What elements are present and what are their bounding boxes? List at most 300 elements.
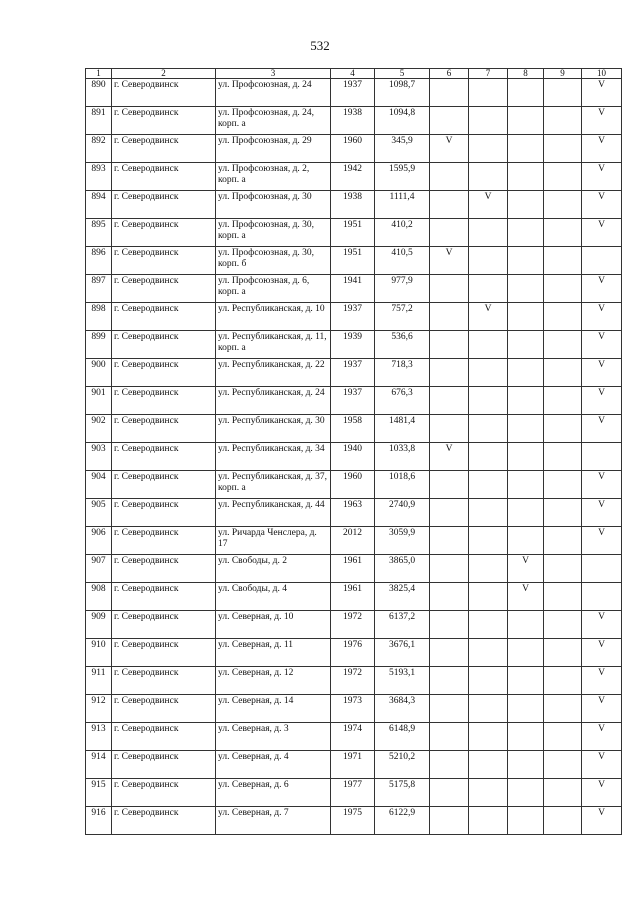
area-cell: 757,2 — [375, 303, 430, 331]
header-row — [86, 69, 622, 79]
mark-cell-8 — [508, 303, 544, 331]
table-row — [86, 751, 622, 779]
year-cell: 1937 — [331, 303, 375, 331]
mark-cell-10: V — [582, 415, 622, 443]
city-cell: г. Северодвинск — [112, 639, 216, 667]
mark-cell-9 — [544, 611, 582, 639]
area-cell: 5175,8 — [375, 779, 430, 807]
row-number: 898 — [86, 303, 112, 331]
address-cell: ул. Северная, д. 11 — [216, 639, 331, 667]
header-cell-1: 1 — [86, 69, 112, 79]
row-number: 903 — [86, 443, 112, 471]
mark-cell-8 — [508, 723, 544, 751]
table-row — [86, 667, 622, 695]
mark-cell-7 — [469, 499, 508, 527]
area-cell: 3676,1 — [375, 639, 430, 667]
year-cell: 1942 — [331, 163, 375, 191]
address-cell: ул. Северная, д. 14 — [216, 695, 331, 723]
mark-cell-7 — [469, 639, 508, 667]
city-cell: г. Северодвинск — [112, 247, 216, 275]
mark-cell-6 — [430, 667, 469, 695]
mark-cell-7 — [469, 219, 508, 247]
city-cell: г. Северодвинск — [112, 667, 216, 695]
city-cell: г. Северодвинск — [112, 107, 216, 135]
table-row — [86, 779, 622, 807]
mark-cell-8 — [508, 751, 544, 779]
year-cell: 1972 — [331, 611, 375, 639]
table-row — [86, 723, 622, 751]
city-cell: г. Северодвинск — [112, 471, 216, 499]
mark-cell-7 — [469, 779, 508, 807]
address-cell: ул. Северная, д. 10 — [216, 611, 331, 639]
mark-cell-10 — [582, 247, 622, 275]
row-number: 907 — [86, 555, 112, 583]
year-cell: 1937 — [331, 387, 375, 415]
area-cell: 6137,2 — [375, 611, 430, 639]
address-cell: ул. Северная, д. 3 — [216, 723, 331, 751]
row-number: 890 — [86, 79, 112, 107]
address-cell: ул. Северная, д. 7 — [216, 807, 331, 835]
mark-cell-10: V — [582, 611, 622, 639]
header-cell-8: 8 — [508, 69, 544, 79]
table-row — [86, 163, 622, 191]
mark-cell-10: V — [582, 639, 622, 667]
year-cell: 1938 — [331, 107, 375, 135]
area-cell: 3825,4 — [375, 583, 430, 611]
mark-cell-10: V — [582, 303, 622, 331]
year-cell: 1976 — [331, 639, 375, 667]
area-cell: 5193,1 — [375, 667, 430, 695]
area-cell: 6148,9 — [375, 723, 430, 751]
area-cell: 718,3 — [375, 359, 430, 387]
area-cell: 1033,8 — [375, 443, 430, 471]
mark-cell-6 — [430, 415, 469, 443]
mark-cell-9 — [544, 387, 582, 415]
mark-cell-7 — [469, 163, 508, 191]
mark-cell-6 — [430, 779, 469, 807]
area-cell: 1094,8 — [375, 107, 430, 135]
mark-cell-9 — [544, 639, 582, 667]
mark-cell-6 — [430, 499, 469, 527]
mark-cell-8 — [508, 667, 544, 695]
area-cell: 2740,9 — [375, 499, 430, 527]
mark-cell-10: V — [582, 359, 622, 387]
address-cell: ул. Республиканская, д. 11, корп. а — [216, 331, 331, 359]
mark-cell-6: V — [430, 443, 469, 471]
table-row — [86, 807, 622, 835]
mark-cell-7: V — [469, 191, 508, 219]
mark-cell-7 — [469, 387, 508, 415]
address-cell: ул. Северная, д. 12 — [216, 667, 331, 695]
mark-cell-6 — [430, 639, 469, 667]
table-row — [86, 387, 622, 415]
mark-cell-9 — [544, 807, 582, 835]
mark-cell-10: V — [582, 275, 622, 303]
city-cell: г. Северодвинск — [112, 359, 216, 387]
city-cell: г. Северодвинск — [112, 303, 216, 331]
mark-cell-6 — [430, 751, 469, 779]
address-cell: ул. Республиканская, д. 34 — [216, 443, 331, 471]
header-cell-6: 6 — [430, 69, 469, 79]
mark-cell-6 — [430, 303, 469, 331]
mark-cell-7 — [469, 359, 508, 387]
header-cell-10: 10 — [582, 69, 622, 79]
row-number: 902 — [86, 415, 112, 443]
mark-cell-6 — [430, 163, 469, 191]
address-cell: ул. Профсоюзная, д. 30, корп. б — [216, 247, 331, 275]
area-cell: 6122,9 — [375, 807, 430, 835]
mark-cell-9 — [544, 471, 582, 499]
table-row — [86, 583, 622, 611]
city-cell: г. Северодвинск — [112, 527, 216, 555]
address-cell: ул. Северная, д. 6 — [216, 779, 331, 807]
mark-cell-7 — [469, 135, 508, 163]
address-cell: ул. Республиканская, д. 24 — [216, 387, 331, 415]
city-cell: г. Северодвинск — [112, 387, 216, 415]
housing-registry-table — [85, 68, 622, 835]
mark-cell-8 — [508, 79, 544, 107]
row-number: 904 — [86, 471, 112, 499]
area-cell: 676,3 — [375, 387, 430, 415]
address-cell: ул. Профсоюзная, д. 2, корп. а — [216, 163, 331, 191]
year-cell: 1973 — [331, 695, 375, 723]
header-cell-4: 4 — [331, 69, 375, 79]
city-cell: г. Северодвинск — [112, 751, 216, 779]
mark-cell-8 — [508, 135, 544, 163]
address-cell: ул. Профсоюзная, д. 24 — [216, 79, 331, 107]
row-number: 894 — [86, 191, 112, 219]
mark-cell-7 — [469, 415, 508, 443]
area-cell: 536,6 — [375, 331, 430, 359]
mark-cell-9 — [544, 527, 582, 555]
mark-cell-7 — [469, 723, 508, 751]
year-cell: 1971 — [331, 751, 375, 779]
table-row — [86, 107, 622, 135]
mark-cell-9 — [544, 443, 582, 471]
table-row — [86, 359, 622, 387]
mark-cell-9 — [544, 695, 582, 723]
year-cell: 1937 — [331, 359, 375, 387]
address-cell: ул. Республиканская, д. 37, корп. а — [216, 471, 331, 499]
mark-cell-10: V — [582, 163, 622, 191]
row-number: 892 — [86, 135, 112, 163]
city-cell: г. Северодвинск — [112, 583, 216, 611]
mark-cell-6 — [430, 611, 469, 639]
mark-cell-9 — [544, 331, 582, 359]
mark-cell-8: V — [508, 555, 544, 583]
year-cell: 1939 — [331, 331, 375, 359]
mark-cell-9 — [544, 779, 582, 807]
mark-cell-7 — [469, 247, 508, 275]
city-cell: г. Северодвинск — [112, 219, 216, 247]
year-cell: 1977 — [331, 779, 375, 807]
year-cell: 1958 — [331, 415, 375, 443]
header-cell-5: 5 — [375, 69, 430, 79]
mark-cell-10: V — [582, 387, 622, 415]
mark-cell-6 — [430, 471, 469, 499]
area-cell: 345,9 — [375, 135, 430, 163]
year-cell: 1961 — [331, 555, 375, 583]
address-cell: ул. Республиканская, д. 44 — [216, 499, 331, 527]
mark-cell-7 — [469, 471, 508, 499]
mark-cell-9 — [544, 163, 582, 191]
address-cell: ул. Ричарда Ченслера, д. 17 — [216, 527, 331, 555]
area-cell: 410,2 — [375, 219, 430, 247]
year-cell: 1951 — [331, 247, 375, 275]
table-row — [86, 611, 622, 639]
area-cell: 410,5 — [375, 247, 430, 275]
mark-cell-10: V — [582, 471, 622, 499]
mark-cell-9 — [544, 247, 582, 275]
address-cell: ул. Свободы, д. 4 — [216, 583, 331, 611]
year-cell: 1940 — [331, 443, 375, 471]
mark-cell-7 — [469, 443, 508, 471]
mark-cell-6 — [430, 107, 469, 135]
area-cell: 1111,4 — [375, 191, 430, 219]
mark-cell-7 — [469, 527, 508, 555]
row-number: 900 — [86, 359, 112, 387]
mark-cell-8 — [508, 107, 544, 135]
table-row — [86, 247, 622, 275]
row-number: 895 — [86, 219, 112, 247]
mark-cell-8 — [508, 219, 544, 247]
mark-cell-8 — [508, 471, 544, 499]
mark-cell-9 — [544, 499, 582, 527]
table-row — [86, 527, 622, 555]
table-row — [86, 219, 622, 247]
mark-cell-7 — [469, 331, 508, 359]
city-cell: г. Северодвинск — [112, 275, 216, 303]
mark-cell-9 — [544, 667, 582, 695]
address-cell: ул. Профсоюзная, д. 30, корп. а — [216, 219, 331, 247]
mark-cell-6 — [430, 555, 469, 583]
mark-cell-10: V — [582, 695, 622, 723]
mark-cell-10: V — [582, 723, 622, 751]
table-row — [86, 79, 622, 107]
table-row — [86, 471, 622, 499]
header-cell-3: 3 — [216, 69, 331, 79]
mark-cell-7 — [469, 79, 508, 107]
mark-cell-10: V — [582, 135, 622, 163]
year-cell: 1951 — [331, 219, 375, 247]
mark-cell-6 — [430, 275, 469, 303]
mark-cell-6: V — [430, 247, 469, 275]
city-cell: г. Северодвинск — [112, 555, 216, 583]
area-cell: 1018,6 — [375, 471, 430, 499]
row-number: 911 — [86, 667, 112, 695]
row-number: 893 — [86, 163, 112, 191]
year-cell: 1960 — [331, 135, 375, 163]
city-cell: г. Северодвинск — [112, 499, 216, 527]
mark-cell-7 — [469, 107, 508, 135]
mark-cell-10 — [582, 443, 622, 471]
address-cell: ул. Республиканская, д. 30 — [216, 415, 331, 443]
mark-cell-10: V — [582, 107, 622, 135]
year-cell: 1974 — [331, 723, 375, 751]
address-cell: ул. Свободы, д. 2 — [216, 555, 331, 583]
table-row — [86, 499, 622, 527]
address-cell: ул. Профсоюзная, д. 24, корп. а — [216, 107, 331, 135]
city-cell: г. Северодвинск — [112, 79, 216, 107]
mark-cell-7 — [469, 667, 508, 695]
area-cell: 1481,4 — [375, 415, 430, 443]
address-cell: ул. Профсоюзная, д. 30 — [216, 191, 331, 219]
year-cell: 1975 — [331, 807, 375, 835]
mark-cell-10: V — [582, 667, 622, 695]
mark-cell-6 — [430, 723, 469, 751]
area-cell: 3059,9 — [375, 527, 430, 555]
mark-cell-6 — [430, 527, 469, 555]
row-number: 915 — [86, 779, 112, 807]
mark-cell-9 — [544, 723, 582, 751]
mark-cell-7 — [469, 695, 508, 723]
mark-cell-9 — [544, 191, 582, 219]
area-cell: 1595,9 — [375, 163, 430, 191]
year-cell: 1960 — [331, 471, 375, 499]
year-cell: 1963 — [331, 499, 375, 527]
year-cell: 1961 — [331, 583, 375, 611]
mark-cell-6 — [430, 331, 469, 359]
mark-cell-10: V — [582, 527, 622, 555]
city-cell: г. Северодвинск — [112, 163, 216, 191]
mark-cell-10: V — [582, 191, 622, 219]
mark-cell-6 — [430, 583, 469, 611]
mark-cell-7 — [469, 611, 508, 639]
mark-cell-6 — [430, 807, 469, 835]
city-cell: г. Северодвинск — [112, 695, 216, 723]
row-number: 897 — [86, 275, 112, 303]
mark-cell-8 — [508, 359, 544, 387]
mark-cell-7: V — [469, 303, 508, 331]
table-row — [86, 415, 622, 443]
page-number: 532 — [310, 38, 330, 53]
mark-cell-10: V — [582, 79, 622, 107]
mark-cell-10: V — [582, 751, 622, 779]
mark-cell-9 — [544, 555, 582, 583]
address-cell: ул. Республиканская, д. 22 — [216, 359, 331, 387]
row-number: 906 — [86, 527, 112, 555]
mark-cell-8 — [508, 275, 544, 303]
table-row — [86, 555, 622, 583]
address-cell: ул. Профсоюзная, д. 6, корп. а — [216, 275, 331, 303]
mark-cell-10: V — [582, 499, 622, 527]
mark-cell-8 — [508, 387, 544, 415]
area-cell: 977,9 — [375, 275, 430, 303]
row-number: 896 — [86, 247, 112, 275]
year-cell: 1941 — [331, 275, 375, 303]
header-cell-2: 2 — [112, 69, 216, 79]
mark-cell-6 — [430, 191, 469, 219]
city-cell: г. Северодвинск — [112, 611, 216, 639]
mark-cell-6 — [430, 695, 469, 723]
mark-cell-6 — [430, 79, 469, 107]
mark-cell-10 — [582, 583, 622, 611]
row-number: 910 — [86, 639, 112, 667]
city-cell: г. Северодвинск — [112, 135, 216, 163]
mark-cell-10: V — [582, 219, 622, 247]
mark-cell-10: V — [582, 331, 622, 359]
mark-cell-9 — [544, 219, 582, 247]
mark-cell-9 — [544, 415, 582, 443]
year-cell: 2012 — [331, 527, 375, 555]
mark-cell-8: V — [508, 583, 544, 611]
table-row — [86, 331, 622, 359]
city-cell: г. Северодвинск — [112, 807, 216, 835]
mark-cell-8 — [508, 163, 544, 191]
row-number: 905 — [86, 499, 112, 527]
year-cell: 1937 — [331, 79, 375, 107]
address-cell: ул. Северная, д. 4 — [216, 751, 331, 779]
row-number: 912 — [86, 695, 112, 723]
city-cell: г. Северодвинск — [112, 723, 216, 751]
mark-cell-6: V — [430, 135, 469, 163]
mark-cell-8 — [508, 639, 544, 667]
mark-cell-6 — [430, 387, 469, 415]
table-row — [86, 135, 622, 163]
mark-cell-6 — [430, 359, 469, 387]
row-number: 891 — [86, 107, 112, 135]
table-row — [86, 275, 622, 303]
city-cell: г. Северодвинск — [112, 443, 216, 471]
table-row — [86, 695, 622, 723]
mark-cell-8 — [508, 695, 544, 723]
year-cell: 1972 — [331, 667, 375, 695]
mark-cell-9 — [544, 107, 582, 135]
mark-cell-7 — [469, 583, 508, 611]
mark-cell-8 — [508, 443, 544, 471]
row-number: 914 — [86, 751, 112, 779]
header-cell-7: 7 — [469, 69, 508, 79]
mark-cell-8 — [508, 807, 544, 835]
table-row — [86, 443, 622, 471]
mark-cell-9 — [544, 135, 582, 163]
area-cell: 1098,7 — [375, 79, 430, 107]
area-cell: 3684,3 — [375, 695, 430, 723]
year-cell: 1938 — [331, 191, 375, 219]
address-cell: ул. Профсоюзная, д. 29 — [216, 135, 331, 163]
mark-cell-8 — [508, 499, 544, 527]
table-header — [86, 69, 622, 79]
mark-cell-10 — [582, 555, 622, 583]
table-row — [86, 191, 622, 219]
table-body — [86, 79, 622, 835]
mark-cell-8 — [508, 779, 544, 807]
mark-cell-8 — [508, 527, 544, 555]
mark-cell-7 — [469, 807, 508, 835]
header-cell-9: 9 — [544, 69, 582, 79]
mark-cell-9 — [544, 79, 582, 107]
mark-cell-9 — [544, 359, 582, 387]
city-cell: г. Северодвинск — [112, 415, 216, 443]
mark-cell-9 — [544, 275, 582, 303]
mark-cell-8 — [508, 415, 544, 443]
mark-cell-7 — [469, 751, 508, 779]
row-number: 916 — [86, 807, 112, 835]
mark-cell-9 — [544, 583, 582, 611]
address-cell: ул. Республиканская, д. 10 — [216, 303, 331, 331]
area-cell: 5210,2 — [375, 751, 430, 779]
area-cell: 3865,0 — [375, 555, 430, 583]
mark-cell-8 — [508, 191, 544, 219]
mark-cell-7 — [469, 275, 508, 303]
mark-cell-9 — [544, 751, 582, 779]
city-cell: г. Северодвинск — [112, 191, 216, 219]
mark-cell-8 — [508, 331, 544, 359]
row-number: 908 — [86, 583, 112, 611]
row-number: 901 — [86, 387, 112, 415]
row-number: 899 — [86, 331, 112, 359]
row-number: 909 — [86, 611, 112, 639]
